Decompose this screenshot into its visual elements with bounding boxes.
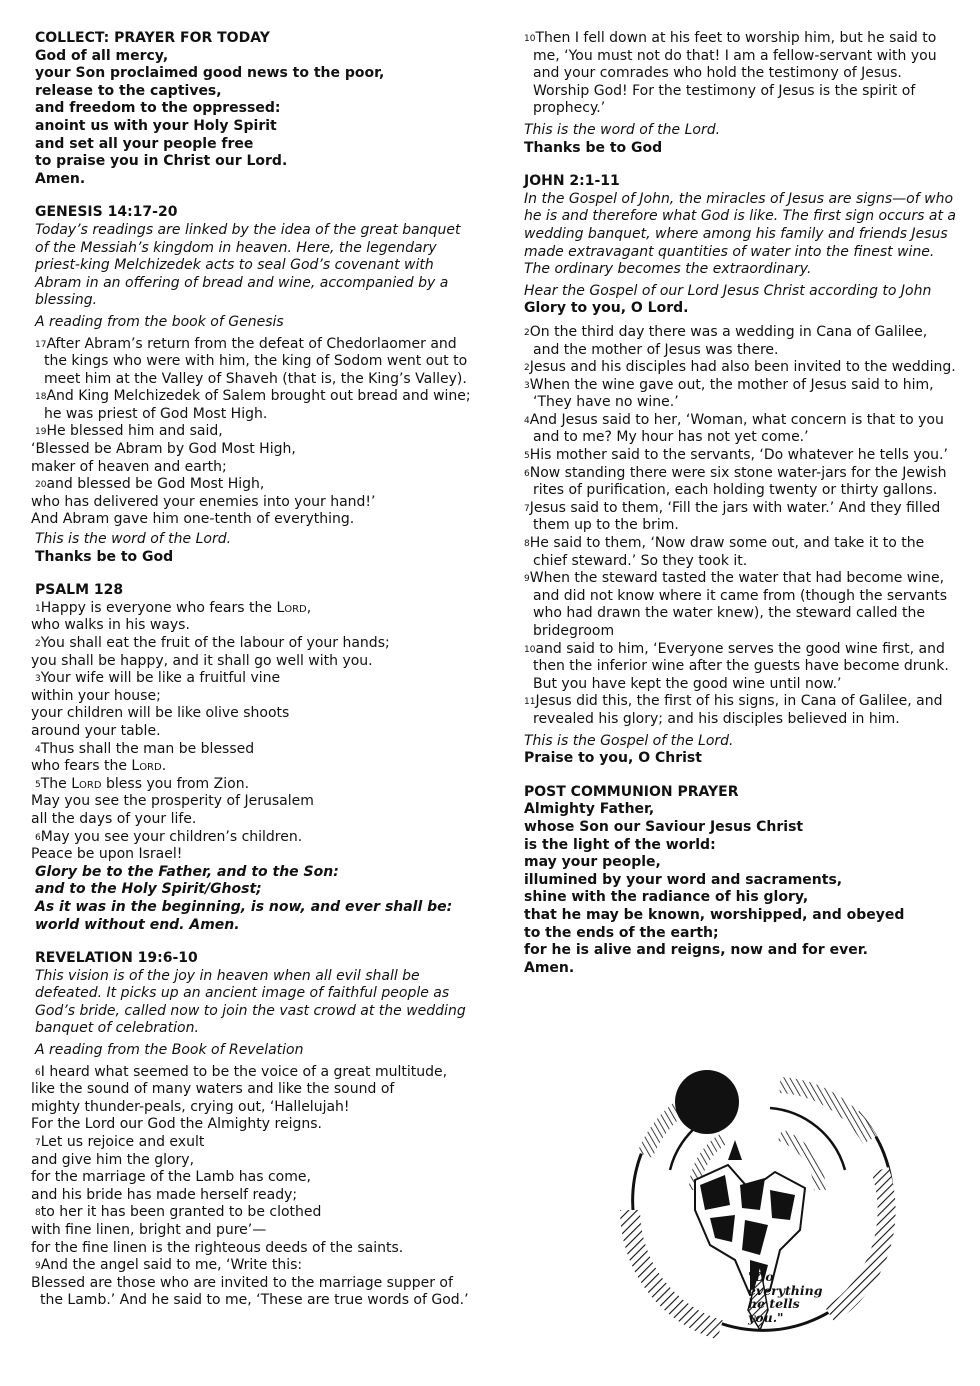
revelation-verse (31, 1116, 475, 1134)
verse-text: for the fine linen is the righteous deeds of the saints. (31, 1239, 404, 1256)
verse-number: 10 (524, 644, 536, 655)
genesis-announce: A reading from the book of Genesis (35, 313, 284, 330)
verse-text: The (40, 775, 72, 792)
gospel-verse (524, 359, 956, 377)
gloria-line: world without end. Amen. (35, 916, 240, 933)
collect-section (35, 30, 475, 188)
gloria-line: Glory be to the Father, and to the Son: (35, 863, 339, 880)
genesis-verse (31, 441, 475, 459)
prayer-line: to the ends of the earth; (524, 924, 719, 941)
verse-text: Blessed are those who are invited to the marriage supper of the Lamb.’ And he said to me, ‘These are true words of God.’ (31, 1274, 469, 1309)
revelation-verse (31, 1169, 475, 1187)
prayer-line: anoint us with your Holy Spirit (35, 117, 277, 134)
revelation-verse (31, 1222, 475, 1240)
prayer-line: that he may be known, worshipped, and obeyed (524, 906, 905, 923)
verse-number: 2 (524, 363, 530, 374)
gospel-verse (524, 324, 956, 359)
quote-line: he tells (748, 1296, 800, 1311)
verse-text: mighty thunder-peals, crying out, ‘Hallelujah! (31, 1098, 350, 1115)
verse-text: like the sound of many waters and like the sound of (31, 1081, 395, 1098)
verse-number: 20 (35, 480, 47, 491)
psalm-verse (31, 722, 475, 741)
verse-text: to her it has been granted to be clothed (40, 1204, 322, 1221)
prayer-line: God of all mercy, (35, 47, 169, 64)
verse-number: 6 (35, 832, 41, 843)
john-close: This is the Gospel of the Lord. (524, 732, 734, 749)
postcommunion-prayer (524, 801, 956, 977)
verse-text: On the third day there was a wedding in Cana of Galilee, and the mother of Jesus was there. (529, 323, 928, 358)
verse-text: and give him the glory, (31, 1151, 195, 1168)
verse-text: Jesus and his disciples had also been invited to the wedding. (529, 359, 956, 376)
verse-text-after: . (161, 758, 167, 775)
verse-number: 3 (35, 674, 41, 685)
verse-text: with fine linen, bright and pure’— (31, 1222, 267, 1238)
genesis-verse (35, 476, 475, 494)
verse-text: who walks in his ways. (31, 617, 190, 634)
verse-number: 2 (524, 327, 530, 338)
revelation-intro: This vision is of the joy in heaven when all evil shall be defeated. It picks up an ancient image of faithful people as God’s bride, called now to join the vast crowd at the wedding banquet of celebration. (35, 967, 466, 1037)
psalm-section (31, 582, 475, 934)
gospel-verse (524, 412, 956, 447)
verse-text: you shall be happy, and it shall go well with you. (31, 652, 373, 669)
verse-text: maker of heaven and earth; (31, 458, 227, 475)
genesis-intro: Today’s readings are linked by the idea of the great banquet of the Messiah’s kingdom in heaven. Here, the legendary priest-king Melchizedek acts to seal God’s covenant with Abram in an offering of bread and wine, accompanied by a blessing. (35, 221, 461, 309)
prayer-line: whose Son our Saviour Jesus Christ (524, 818, 804, 835)
psalm-verse (35, 741, 475, 759)
john-section (524, 173, 956, 768)
gospel-verse (524, 447, 956, 465)
revelation-verse (35, 1204, 475, 1222)
gloria-patri (35, 864, 475, 934)
genesis-close: This is the word of the Lord. (35, 531, 232, 548)
verse-text: Your wife will be like a fruitful vine (40, 670, 281, 687)
prayer-line: release to the captives, (35, 82, 222, 99)
psalm-verse (31, 652, 475, 671)
quote-line: you." (748, 1309, 784, 1325)
verse-number: 19 (35, 427, 47, 438)
prayer-line: for he is alive and reigns, now and for ever. (524, 942, 868, 959)
genesis-response: Thanks be to God (35, 548, 174, 565)
verse-text: He said to them, ‘Now draw some out, and take it to the chief steward.’ So they took it. (529, 535, 925, 569)
artwork-quote (748, 1270, 822, 1324)
verse-number: 9 (524, 574, 530, 585)
psalm-verse (35, 829, 475, 847)
verse-text: When the steward tasted the water that had become wine, and did not know where it came from (though the servants who had drawn the water knew), the steward called the bridegroom (529, 570, 948, 639)
genesis-verse (31, 458, 475, 477)
psalm-verse (35, 670, 475, 688)
verse-number: 11 (524, 697, 536, 708)
verse-number: 6 (524, 468, 530, 479)
verse-text: Jesus said to them, ‘Fill the jars with water.’ And they filled them up to the brim. (529, 499, 941, 534)
genesis-section (31, 204, 475, 566)
prayer-line: illumined by your word and sacraments, (524, 871, 843, 888)
verse-number: 3 (524, 380, 530, 391)
revelation-verse (35, 1134, 475, 1152)
verse-text: Jesus did this, the first of his signs, in Cana of Galilee, and revealed his glory; and his disciples believed in him. (533, 693, 943, 727)
verse-text: your children will be like olive shoots (31, 705, 290, 722)
genesis-verse (35, 388, 475, 423)
verse-number: 17 (35, 339, 47, 350)
revelation-verse (35, 1257, 475, 1275)
revelation-verse (31, 1239, 475, 1258)
verse-text: And the angel said to me, ‘Write this: (40, 1257, 303, 1274)
verse-number: 6 (35, 1067, 41, 1078)
gospel-verse (524, 570, 956, 640)
revelation-verse (31, 1186, 475, 1205)
prayer-line: and freedom to the oppressed: (35, 100, 281, 117)
psalm-verse (31, 810, 475, 829)
genesis-verse (35, 423, 475, 441)
divine-name: Lord (276, 599, 307, 616)
psalm-verse (31, 705, 475, 723)
verse-text: His mother said to the servants, ‘Do whatever he tells you.’ (529, 447, 948, 464)
verse-text: who fears the (31, 758, 132, 775)
verse-text: And King Melchizedek of Salem brought out bread and wine; he was priest of God Most High. (44, 388, 471, 422)
quote-line: everything (748, 1282, 823, 1298)
verse-number: 1 (35, 603, 41, 614)
psalm-verse (35, 600, 475, 618)
verse-text: ‘Blessed be Abram by God Most High, (31, 441, 296, 458)
genesis-verse (31, 493, 475, 512)
verse-number: 18 (35, 392, 47, 403)
revelation-verse (31, 1151, 475, 1170)
verse-text: And Abram gave him one-tenth of everything. (31, 511, 355, 528)
verse-text: around your table. (31, 722, 161, 739)
verse-text: Let us rejoice and exult (40, 1134, 205, 1151)
verse-text: I heard what seemed to be the voice of a great multitude, (40, 1063, 448, 1080)
verse-text: He blessed him and said, (46, 423, 223, 440)
sun-disc (675, 1070, 739, 1134)
genesis-title: GENESIS 14:17-20 (35, 204, 178, 221)
psalm-verse (31, 793, 475, 811)
verse-text: and blessed be God Most High, (46, 476, 265, 493)
verse-text: all the days of your life. (31, 810, 197, 827)
gospel-verse (524, 641, 956, 694)
prayer-line: shine with the radiance of his glory, (524, 889, 809, 906)
revelation-title: REVELATION 19:6-10 (35, 950, 198, 967)
postcommunion-title: POST COMMUNION PRAYER (524, 783, 739, 800)
psalm-verse (31, 846, 475, 864)
prayer-line: is the light of the world: (524, 836, 716, 853)
quote-line: "Do (748, 1269, 774, 1284)
verse-number: 5 (524, 451, 530, 462)
revelation-continued (524, 30, 956, 157)
prayer-line: and set all your people free (35, 135, 254, 152)
psalm-verse (31, 758, 475, 776)
verse-text: You shall eat the fruit of the labour of your hands; (40, 635, 390, 651)
john-title: JOHN 2:1-11 (524, 173, 620, 190)
psalm-text (31, 599, 475, 864)
verse-number: 2 (35, 639, 41, 649)
psalm-verse (31, 687, 475, 706)
psalm-verse (35, 776, 475, 794)
revelation-section (31, 950, 475, 1310)
verse-text: May you see the prosperity of Jerusalem (31, 793, 314, 810)
verse-number: 9 (35, 1261, 41, 1272)
gospel-verse (524, 377, 956, 412)
revelation-verse (31, 1274, 475, 1310)
divine-name: Lord (131, 758, 162, 775)
collect-prayer (35, 48, 475, 189)
collect-title: COLLECT: PRAYER FOR TODAY (35, 30, 270, 46)
psalm-verse (31, 617, 475, 635)
verse-text: for the marriage of the Lamb has come, (31, 1169, 311, 1186)
verse-text: and his bride has made herself ready; (31, 1186, 298, 1203)
psalm-verse (35, 635, 475, 653)
verse-text: When the wine gave out, the mother of Jesus said to him, ‘They have no wine.’ (529, 376, 934, 411)
gospel-verse (524, 535, 956, 570)
gloria-line: and to the Holy Spirit/Ghost; (35, 881, 262, 898)
john-response: Praise to you, O Christ (524, 750, 702, 767)
john-intro: In the Gospel of John, the miracles of Jesus are signs—of who he is and therefore what God is like. The first sign occurs at a wedding banquet, where among his family and friends Jesus made extravagant quantities of water into the finest wine. The ordinary becomes the extraordinary. (524, 190, 956, 278)
verse-text: Peace be upon Israel! (31, 846, 183, 863)
gospel-reading (524, 324, 956, 729)
postcommunion-section (524, 784, 956, 978)
gospel-verse (524, 693, 956, 728)
verse-number: 7 (524, 503, 530, 514)
prayer-line: your Son proclaimed good news to the poor, (35, 65, 385, 82)
verse-text: May you see your children’s children. (40, 828, 303, 845)
genesis-verse (31, 511, 475, 529)
verse-number: 7 (35, 1138, 41, 1149)
gloria-line: As it was in the beginning, is now, and ever shall be: (35, 898, 453, 915)
prayer-line: to praise you in Christ our Lord. (35, 153, 288, 170)
genesis-verse (35, 336, 475, 389)
revelation-verse (31, 1098, 475, 1117)
prayer-line: Almighty Father, (524, 801, 655, 818)
verse-number: 5 (35, 779, 41, 790)
verse-text: who has delivered your enemies into your hand!’ (31, 493, 376, 510)
gospel-verse (524, 465, 956, 500)
revelation-announce: A reading from the Book of Revelation (35, 1042, 304, 1059)
verse-text: For the Lord our God the Almighty reigns. (31, 1116, 322, 1133)
revelation-reading (31, 1063, 475, 1310)
verse-text-after: bless you from Zion. (101, 775, 250, 792)
divine-name: Lord (71, 775, 102, 792)
revelation-close: This is the word of the Lord. (524, 121, 721, 138)
right-column (524, 30, 956, 993)
prayer-line: may your people, (524, 854, 661, 871)
prayer-line: Amen. (35, 170, 86, 187)
john-announce: Hear the Gospel of our Lord Jesus Christ according to John (524, 282, 932, 299)
verse-number: 4 (35, 744, 41, 755)
verse-text: within your house; (31, 687, 161, 704)
left-column (31, 30, 475, 1326)
verse-text: Now standing there were six stone water-jars for the Jewish rites of purification, each holding twenty or thirty gallons. (529, 464, 947, 499)
revelation-response: Thanks be to God (524, 139, 663, 156)
psalm-title: PSALM 128 (35, 582, 124, 599)
verse-text: Happy is everyone who fears the (40, 599, 277, 616)
john-announce-response: Glory to you, O Lord. (524, 300, 689, 317)
verse-text: and said to him, ‘Everyone serves the good wine first, and then the inferior wine after the guests have become drunk. But you have kept the good wine until now.’ (533, 640, 949, 692)
verse-text: After Abram’s return from the defeat of Chedorlaomer and the kings who were with him, the king of Sodom went out to meet him at the Valley of Shaveh (that is, the King’s Valley). (44, 335, 468, 387)
revelation-verse (35, 1064, 475, 1082)
verse-number: 8 (35, 1208, 41, 1219)
genesis-reading (31, 335, 475, 530)
prayer-line: Amen. (524, 959, 575, 976)
verse-text: And Jesus said to her, ‘Woman, what concern is that to you and to me? My hour has not yet come.’ (529, 411, 944, 446)
verse-number: 8 (524, 539, 530, 550)
revelation-verse (31, 1081, 475, 1099)
verse-number: 4 (524, 415, 530, 426)
verse-text-after: , (306, 599, 312, 616)
revelation-verse-10: $^{10}$Then I fell down at his feet to worship him, but he said to me, ‘You must not do that! I am a fellow-servant with you and your comrades who hold the testimony of Jesus. Worship God! For the testimony of Jesus is the spirit of prophecy.’ (524, 30, 937, 117)
verse-text: Thus shall the man be blessed (40, 740, 255, 757)
gospel-verse (524, 500, 956, 535)
